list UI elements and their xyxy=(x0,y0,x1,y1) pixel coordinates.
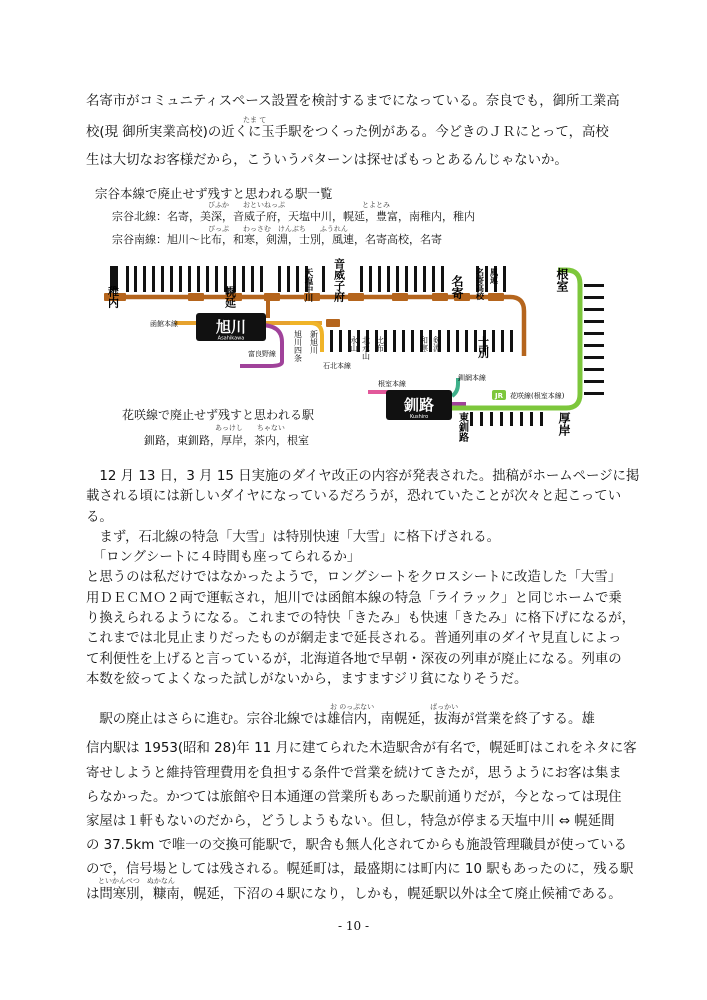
diagram-revision-paragraph xyxy=(86,467,640,690)
abolition-line-6: の 37.5km で唯一の交換可能駅で，駅舎も無人化されてからも施設管理職員が使っている xyxy=(86,838,627,853)
abolition-line-5: 家屋は１軒もないのだから，どうしようもない。但し，特急が停まる天塩中川 ⇔ 幌延間 xyxy=(86,814,615,829)
text-line: る。 xyxy=(86,509,113,525)
ruby-onoppunai-bakkai: お のっぷない ばっかい xyxy=(330,703,459,711)
station-shinasahikawa: 新旭川 xyxy=(309,330,319,354)
ruby-toikanbetsu-nukanan: といかんべつ ぬかなん xyxy=(98,877,175,885)
text-line: り換えられるようになる。これまでの特快「きたみ」も快速「きたみ」に格下げになるが， xyxy=(86,611,636,627)
text-line: 載される頃には新しいダイヤになっているだろうが，恐れていたことが次々と起こってい xyxy=(86,489,622,505)
station-nayoro: 名寄 xyxy=(450,275,464,299)
hanasaki-ruby: あっけし ちゃない xyxy=(215,424,285,432)
text-line: 「ロングシートに４時間も座ってられるか」 xyxy=(86,550,361,566)
station-nakagawa: 天塩中川 xyxy=(303,268,313,302)
abolition-line-4: らなかった。かつては旅館や日本通運の営業所もあった駅前通りだが，今となっては現住 xyxy=(86,790,622,805)
furano-line-label: 富良野線 xyxy=(248,350,276,358)
text-line: 本数を絞ってよくなった試しがないから，ますますジリ貧になりそうだ。 xyxy=(86,671,528,687)
text-line: 12 月 13 日，3 月 15 日実施のダイヤ改正の内容が発表された。拙稿がホームページに掲 xyxy=(86,469,640,484)
text-line: 用ＤＥＣＭＯ２両で運転され，旭川では函館本線の特急「ライラック」と同じホームで乗 xyxy=(86,590,622,606)
hanasaki-caption: 花咲線で廃止せず残すと思われる駅 xyxy=(122,408,315,422)
abolition-line-8: は問寒別，糠南，幌延，下沼の４駅になり，しかも，幌延駅以外は全て廃止候補である。 xyxy=(86,887,622,902)
kushiro-hub-en: Kushiro xyxy=(409,414,429,420)
station-asahikawa4: 旭川四条 xyxy=(293,330,303,362)
hakodate-line-label: 函館本線 xyxy=(150,320,178,328)
intro-line-3: 生は大切なお客様だから，こういうパターンは探せばもっとあるんじゃないか。 xyxy=(86,153,568,168)
station-wassamu: 和寒 xyxy=(419,336,429,352)
station-nagayama: 永山 xyxy=(349,336,359,352)
abolition-line-1: 駅の廃止はさらに進む。宗谷北線では雄信内，南幌延，抜海が営業を終了する。雄 xyxy=(86,712,595,727)
asahikawa-hub-label: 旭川 xyxy=(215,318,247,336)
station-furen: 風連 xyxy=(489,268,499,284)
text-line: と思うのは私だけではなかったようで，ロングシートをクロスシートに改造した「大雪」 xyxy=(86,570,622,586)
station-akkeshi: 厚岸 xyxy=(557,412,571,436)
sekihoku-line-label: 石北本線 xyxy=(323,362,351,370)
soya-north-list: 宗谷北線：名寄，美深，音威子府，天塩中川，幌延，豊富，南稚内，稚内 xyxy=(112,210,475,223)
soya-south-list: 宗谷南線：旭川～比布，和寒，剣淵，士別，風連，名寄高校，名寄 xyxy=(112,233,442,246)
ruby-tamate: たま て xyxy=(243,116,267,124)
jr-badge-label: JR xyxy=(495,392,503,400)
nemuro-line-label: 根室本線 xyxy=(378,380,406,388)
figure-title: 宗谷本線で廃止せず残すと思われる駅一覧 xyxy=(95,186,333,201)
station-kenbuchi: 剣淵 xyxy=(432,336,442,352)
station-shibetsu: 士別 xyxy=(476,336,490,358)
text-line: まず，石北線の特急「大雪」は特別快速「大雪」に格下げされる。 xyxy=(86,529,501,545)
abolition-line-2: 信内駅は 1953(昭和 28)年 11 月に建てられた木造駅舎が有名で，幌延町はこれをネタに客 xyxy=(86,741,637,756)
intro-line-1: 名寄市がコミュニティスペース設置を検討するまでになっている。奈良でも，御所工業高 xyxy=(86,94,620,109)
page-number: - 10 - xyxy=(337,919,369,933)
abolition-line-3: 寄せしようと維持管理費用を負担する条件で営業を続けてきたが，思うようにお客は集ま xyxy=(86,766,622,781)
intro-line-2: 校(現 御所実業高校)の近くに玉手駅をつくった例がある。今どきのＪＲにとって，高校 xyxy=(86,125,609,140)
soya-north-ruby: びふか おといねっぷ とよとみ xyxy=(208,201,390,209)
station-horonobe: 幌延 xyxy=(223,286,237,308)
text-line: これまでは北見止まりだったものが網走まで延長される。普通列車のダイヤ見直しによっ xyxy=(86,631,622,647)
station-pippu: 比布 xyxy=(375,336,385,352)
station-nemuro: 根室 xyxy=(555,268,569,292)
asahikawa-hub-en: Asahikawa xyxy=(217,335,245,342)
hanasaki-list: 釧路，東釧路，厚岸，茶内，根室 xyxy=(144,434,309,447)
station-kitanagayama: 北永山 xyxy=(361,336,371,360)
hanasaki-line-label: 花咲線(根室本線) xyxy=(510,392,565,400)
hanasaki-station-ticks xyxy=(470,284,604,426)
text-line: て利便性を上げると言っているが，北海道各地で早朝・深夜の列車が廃止になる。列車の xyxy=(86,651,622,667)
kushiro-hub-label: 釧路 xyxy=(403,396,435,414)
senmo-line-label: 釧網本線 xyxy=(458,374,486,382)
station-higashikushiro: 東釧路 xyxy=(456,412,468,442)
abolition-line-7: ので，信号場としては残される。幌延町は，最盛期には町内に 10 駅もあったのに，残る駅 xyxy=(86,862,634,877)
station-wakkanai: 稚内 xyxy=(106,286,120,308)
station-nayorokoko: 名寄高校 xyxy=(475,268,485,300)
soya-south-ruby: ぴっぷ わっさむ けんぶち ふうれん xyxy=(208,225,348,233)
station-otoineppu: 音威子府 xyxy=(332,258,346,302)
